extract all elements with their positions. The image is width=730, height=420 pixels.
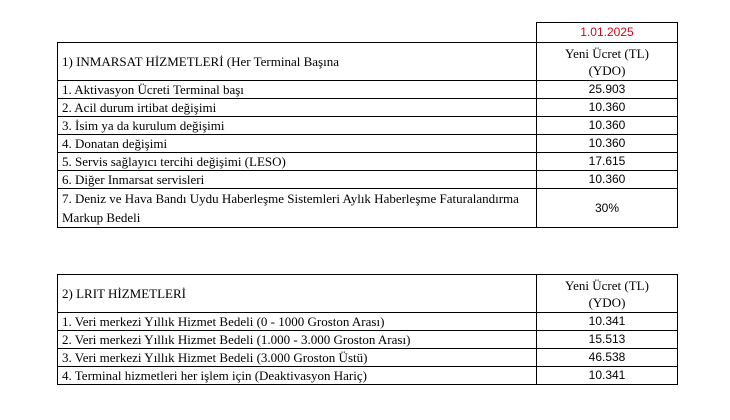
row-value: 10.360 bbox=[537, 99, 678, 117]
row-label: 7. Deniz ve Hava Bandı Uydu Haberleşme Sistemleri Aylık Haberleşme Faturalandırma Markup Bedeli bbox=[58, 189, 537, 228]
row-label: 5. Servis sağlayıcı tercihi değişimi (LESO) bbox=[58, 153, 537, 171]
row-value: 17.615 bbox=[537, 153, 678, 171]
empty-cell bbox=[58, 23, 537, 43]
price-header-line-1: Yeni Ücret (TL) bbox=[565, 45, 649, 61]
row-value: 30% bbox=[537, 189, 678, 228]
table-row bbox=[58, 189, 678, 228]
row-label: 1. Veri merkezi Yıllık Hizmet Bedeli (0 - 1000 Groston Arası) bbox=[58, 313, 537, 331]
row-value: 15.513 bbox=[537, 331, 678, 349]
price-header-line-2: (YDO) bbox=[588, 62, 626, 78]
lrit-header-row bbox=[58, 275, 678, 313]
table-row bbox=[58, 313, 678, 331]
row-label: 6. Diğer Inmarsat servisleri bbox=[58, 171, 537, 189]
inmarsat-price-header bbox=[537, 43, 678, 81]
table-row bbox=[58, 367, 678, 385]
row-label: 4. Terminal hizmetleri her işlem için (Deaktivasyon Hariç) bbox=[58, 367, 537, 385]
inmarsat-title: 1) INMARSAT HİZMETLERİ (Her Terminal Başına bbox=[58, 43, 537, 81]
price-header-line-1: Yeni Ücret (TL) bbox=[565, 277, 649, 293]
row-value: 10.360 bbox=[537, 135, 678, 153]
table-row bbox=[58, 99, 678, 117]
price-header-line-2: (YDO) bbox=[588, 294, 626, 310]
date-row bbox=[58, 23, 678, 43]
effective-date: 1.01.2025 bbox=[537, 23, 678, 43]
row-label: 3. İsim ya da kurulum değişimi bbox=[58, 117, 537, 135]
row-value: 25.903 bbox=[537, 81, 678, 99]
row-value: 10.341 bbox=[537, 313, 678, 331]
row-value: 10.360 bbox=[537, 117, 678, 135]
row-value: 10.360 bbox=[537, 171, 678, 189]
lrit-price-header bbox=[537, 275, 678, 313]
table-row bbox=[58, 117, 678, 135]
inmarsat-table bbox=[57, 22, 678, 228]
lrit-title: 2) LRIT HİZMETLERİ bbox=[58, 275, 537, 313]
table-row bbox=[58, 153, 678, 171]
lrit-table bbox=[57, 274, 678, 385]
table-row bbox=[58, 135, 678, 153]
row-label: 3. Veri merkezi Yıllık Hizmet Bedeli (3.000 Groston Üstü) bbox=[58, 349, 537, 367]
table-row bbox=[58, 349, 678, 367]
row-label: 2. Veri merkezi Yıllık Hizmet Bedeli (1.000 - 3.000 Groston Arası) bbox=[58, 331, 537, 349]
row-label: 4. Donatan değişimi bbox=[58, 135, 537, 153]
table-row bbox=[58, 81, 678, 99]
row-value: 10.341 bbox=[537, 367, 678, 385]
inmarsat-header-row bbox=[58, 43, 678, 81]
row-label: 1. Aktivasyon Ücreti Terminal başı bbox=[58, 81, 537, 99]
table-row bbox=[58, 171, 678, 189]
table-row bbox=[58, 331, 678, 349]
row-label: 2. Acil durum irtibat değişimi bbox=[58, 99, 537, 117]
row-value: 46.538 bbox=[537, 349, 678, 367]
